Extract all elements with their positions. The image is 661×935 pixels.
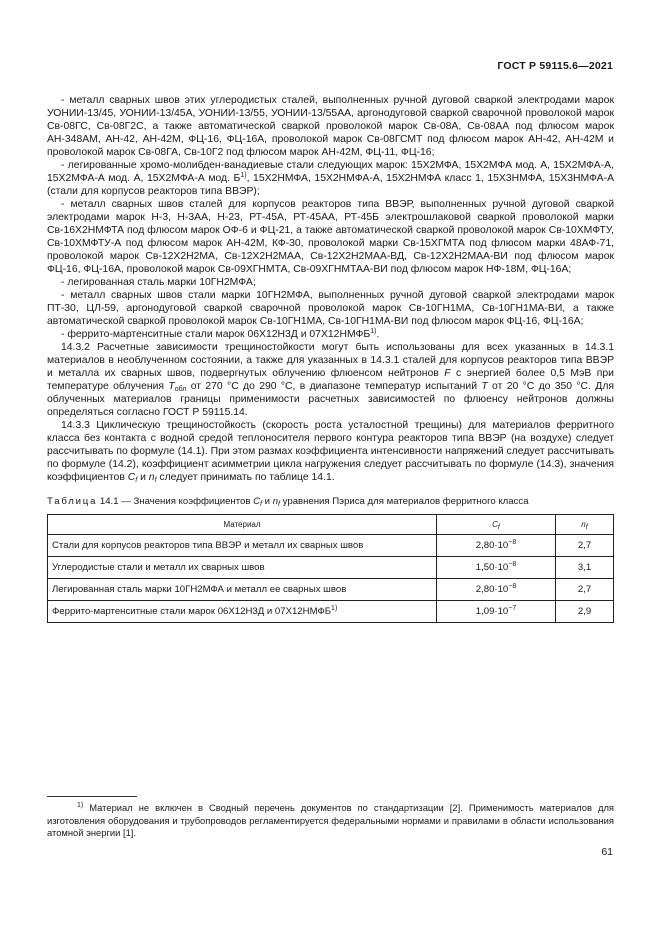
cell-nf: 2,7	[556, 579, 614, 601]
cell-material: Феррито-мартенситные стали марок 06Х12Н3Д и 07Х12НМФБ$^{1)}$	[48, 601, 437, 623]
cell-nf: 2,7	[556, 535, 614, 557]
paragraph-cr-mo-v-steels: - легированные хромо-молибден-ванадиевые стали следующих марок: 15Х2МФА, 15Х2МФА мод. А, 15Х2МФА-А, 15Х2МФА-А мод. А, 15Х2МФА-А мод. $Б^{1)}$, 15Х2НМФА, 15Х2НМФА-А, 15Х2НМФА класс 1, 15Х3НМФА, 15Х3НМФА-А (стали для корпусов реакторов типа ВВЭР);	[47, 160, 615, 197]
table-caption: Таблица 14.1 — Значения коэффициентов $C_f$ и $n_f$ уравнения Пэриса для материалов ферритного класса	[47, 496, 529, 508]
document-header: ГОСТ Р 59115.6—2021	[497, 60, 613, 72]
cell-nf: 2,9	[556, 601, 614, 623]
cell-cf: $1,50\cdot 10^{-8}$	[437, 557, 556, 579]
paragraph-weld-metal-carbon: - металл сварных швов этих углеродистых сталей, выполненных ручной дуговой сваркой электродами марок УОНИИ-13/45, УОНИИ-13/45А, УОНИИ-13/55, УОНИИ-13/55АА, аргонодуговой сваркой сварочной проволокой марок Св-08ГС, Св-08Г2С, а также автоматической сваркой проволокой марок Св-08А, Св-08АА под флюсом марок АН-348АМ, АН-42, АН-42М, ФЦ-16, ФЦ-16А, проволокой марок Св-08ГСМТ под флюсом марок АН-42, АН-42М и проволокой марок Св-08ГА, Св-10Г2 под флюсом марок АН-42М, ФЦ-11, ФЦ-16;	[47, 95, 614, 158]
cell-cf: $2,80\cdot 10^{-8}$	[437, 535, 556, 557]
table-row	[48, 557, 614, 579]
footnote: $^{1)}$ Материал не включен в Сводный перечень документов по стандартизации [2]. Применимость материалов для изготовления оборудования и трубопроводов регламентируется федеральными нормами и правилами в области использования атомной энергии [1].	[47, 802, 614, 838]
table-row	[48, 579, 614, 601]
paris-coefficients-table	[47, 514, 614, 623]
paragraph-14-3-2: 14.3.2 Расчетные зависимости трещиностойкости могут быть использованы для всех указанных в 14.3.1 материалов в необлученном состоянии, а также для указанных в 14.3.1 сталей для корпусов реакторов типа ВВЭР и металла их сварных швов, подвергнутых облучению флюенсом нейтронов F с энергией более 0,5 МэВ при температуре облучения $T_{обл}$ от 270 °С до 290 °С, в диапазоне температур испытаний T от 20 °С до 350 °С. Для облученных материалов границы применимости расчетных зависимостей по флюенсу нейтронов должны определяться согласно ГОСТ Р 59115.14.	[47, 342, 615, 418]
table-row	[48, 601, 614, 623]
cell-nf: 3,1	[556, 557, 614, 579]
cell-cf: $1,09\cdot 10^{-7}$	[437, 601, 556, 623]
header-nf: $n_f$	[556, 515, 614, 535]
header-cf: $C_f$	[437, 515, 556, 535]
paragraph-weld-metal-alloy: - металл сварных швов стали марки 10ГН2МФА, выполненных ручной дуговой сваркой электродами марок ПТ-30, ЦЛ-59, аргонодуговой сваркой сварочной проволокой марок Св-10ГН1МА, Св-10ГН1МА-ВИ, а также автоматической сваркой проволокой марок Св-10ГН1МА, Св-10ГН1МА-ВИ под флюсом марок ФЦ-16, ФЦ-16А;	[47, 290, 614, 327]
footnote-ref: 1)	[240, 172, 247, 179]
page-number: 61	[601, 846, 613, 858]
header-material: Материал	[48, 515, 437, 535]
footnote-ref: 1)	[370, 328, 377, 335]
paragraph-14-3-3: 14.3.3 Циклическую трещиностойкость (скорость роста усталостной трещины) для материалов ферритного класса без контакта с водной средой теплоносителя первого контура реакторов типа ВВЭР (на воздухе) следует рассчитывать по формуле (14.1). При этом размах коэффициента интенсивности напряжений следует рассчитывать по формуле (14.2), коэффициент асимметрии цикла нагружения следует рассчитывать по формуле (14.3), значения коэффициентов $C_f$ и $n_f$ следует принимать по таблице 14.1.	[47, 420, 614, 484]
paragraph-weld-metal-vver: - металл сварных швов сталей для корпусов реакторов типа ВВЭР, выполненных ручной дуговой сваркой электродами марок Н-3, Н-3АА, Н-23, РТ-45А, РТ-45АА, РТ-45Б электрошлаковой сваркой проволокой марки Св-16Х2НМФТА под флюсом марок ОФ-6 и ФЦ-21, а также автоматической сваркой проволокой марок Св-10ХМФТУ, Св-10ХМФТУ-А под флюсом марок АН-42М, КФ-30, проволокой марки Св-15ХГМТА под флюсом марки 48АФ-71, проволокой марок Св-12Х2Н2МА, Св-12Х2Н2МАА, Св-12Х2Н2МАА-ВД, Св-12Х2Н2МАА-ВИ под флюсом марок ФЦ-16, ФЦ-16А, проволокой марок Св-09ХГНМТА, Св-09ХГНМТАА-ВИ под флюсом марок НФ-18М, ФЦ-16А;	[47, 199, 614, 275]
paragraph-alloy-steel: - легированная сталь марки 10ГН2МФА;	[61, 277, 256, 288]
footnote-divider	[47, 796, 137, 797]
cell-material: Углеродистые стали и металл их сварных швов	[48, 557, 437, 579]
paragraph-ferritic-martensitic: - феррито-мартенситные стали марок 06Х12Н3Д и 07Х12НМФБ$^{1)}$.	[61, 328, 380, 340]
table-header-row	[48, 515, 614, 535]
cell-material: Стали для корпусов реакторов типа ВВЭР и металл их сварных швов	[48, 535, 437, 557]
document-body	[47, 94, 614, 623]
cell-cf: $2,80\cdot 10^{-8}$	[437, 579, 556, 601]
table-row	[48, 535, 614, 557]
cell-material: Легированная сталь марки 10ГН2МФА и металл ее сварных швов	[48, 579, 437, 601]
